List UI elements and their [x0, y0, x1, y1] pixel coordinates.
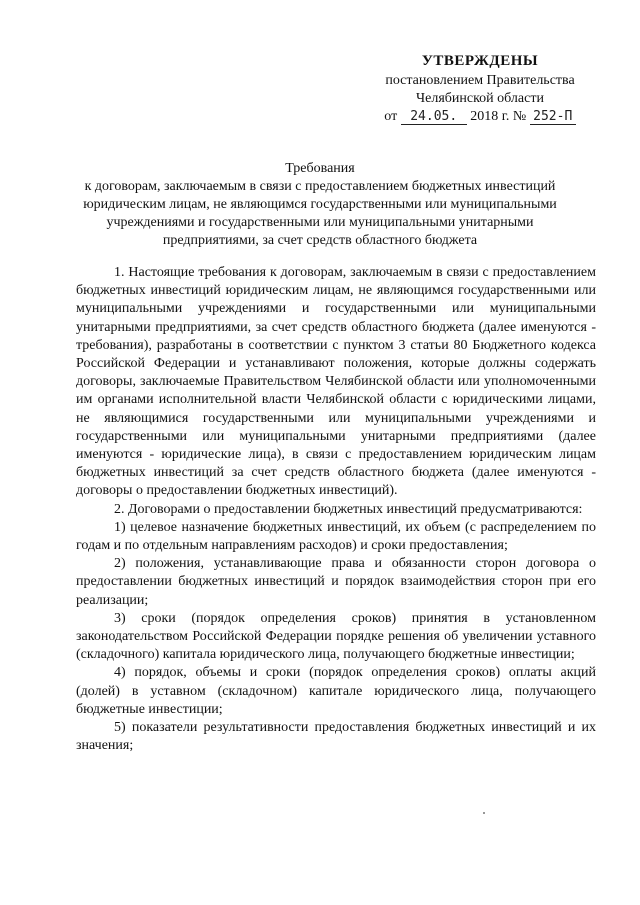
title-line-3: учреждениями и государственными или муниципальными унитарными [106, 215, 534, 230]
approval-dateline [360, 108, 600, 126]
approval-line-1: постановлением Правительства [385, 73, 575, 88]
handwritten-date: 24.05. [401, 109, 467, 125]
approval-line-2: Челябинской области [416, 91, 544, 106]
list-item-5: 5) показатели результативности предоставления бюджетных инвестиций и их значения; [76, 720, 596, 754]
paragraph-2: 2. Договорами о предоставлении бюджетных инвестиций предусматриваются: [114, 501, 583, 517]
approval-heading: УТВЕРЖДЕНЫ [421, 53, 539, 69]
title-line-1: к договорам, заключаемым в связи с предоставлением бюджетных инвестиций [84, 179, 556, 194]
list-item-3: 3) сроки (порядок определения сроков) принятия в установленном законодательством Российской Федерации порядке решения об увеличении уставного (складочного) капитала юридического лица, получающего бюджетные инвестиции; [76, 610, 596, 663]
list-item-2: 2) положения, устанавливающие права и обязанности сторон договора о предоставлении бюджетных инвестиций и порядок взаимодействия сторон при его реализации; [76, 556, 596, 608]
paragraph-1: 1. Настоящие требования к договорам, заключаемым в связи с предоставлением бюджетных инвестиций юридическим лицам, не являющимся государственными или муниципальными учреждениями и государственными или муниципальными унитарными предприятиями, за счет средств областного бюджета (далее именуются - требования), разработаны в соответствии с пунктом 3 статьи 80 Бюджетного кодекса Российской Федерации и устанавливают положения, которые должны содержать договоры, заключаемые Правительством Челябинской области или уполномоченными им органами исполнительной власти Челябинской области с юридическими лицами, не являющимися государственными или муниципальными учреждениями и государственными или муниципальными унитарными предприятиями (далее именуются - юридические лица), в связи с предоставлением юридическим лицам бюджетных инвестиций за счет средств областного бюджета (далее именуются - договоры о предоставлении бюджетных инвестиций). [76, 265, 596, 499]
title-line-2: юридическим лицам, не являющимся государственными или муниципальными [83, 197, 557, 212]
year-label: 2018 г. № [470, 109, 527, 124]
approval-block [360, 52, 600, 126]
list-item-4: 4) порядок, объемы и сроки (порядок определения сроков) оплаты акций (долей) в уставном (складочном) капитале юридического лица, получающего бюджетные инвестиции; [76, 665, 596, 717]
title-line-4: предприятиями, за счет средств областного бюджета [162, 233, 478, 248]
title-heading: Требования [285, 161, 355, 176]
document-body [76, 264, 596, 755]
from-label: от [384, 109, 398, 124]
document-title [60, 160, 580, 250]
scan-speck [483, 812, 485, 814]
list-item-1: 1) целевое назначение бюджетных инвестиций, их объем (с распределением по годам и по отдельным направлениям расходов) и сроки предоставления; [76, 519, 596, 554]
handwritten-number: 252-П [530, 109, 576, 125]
